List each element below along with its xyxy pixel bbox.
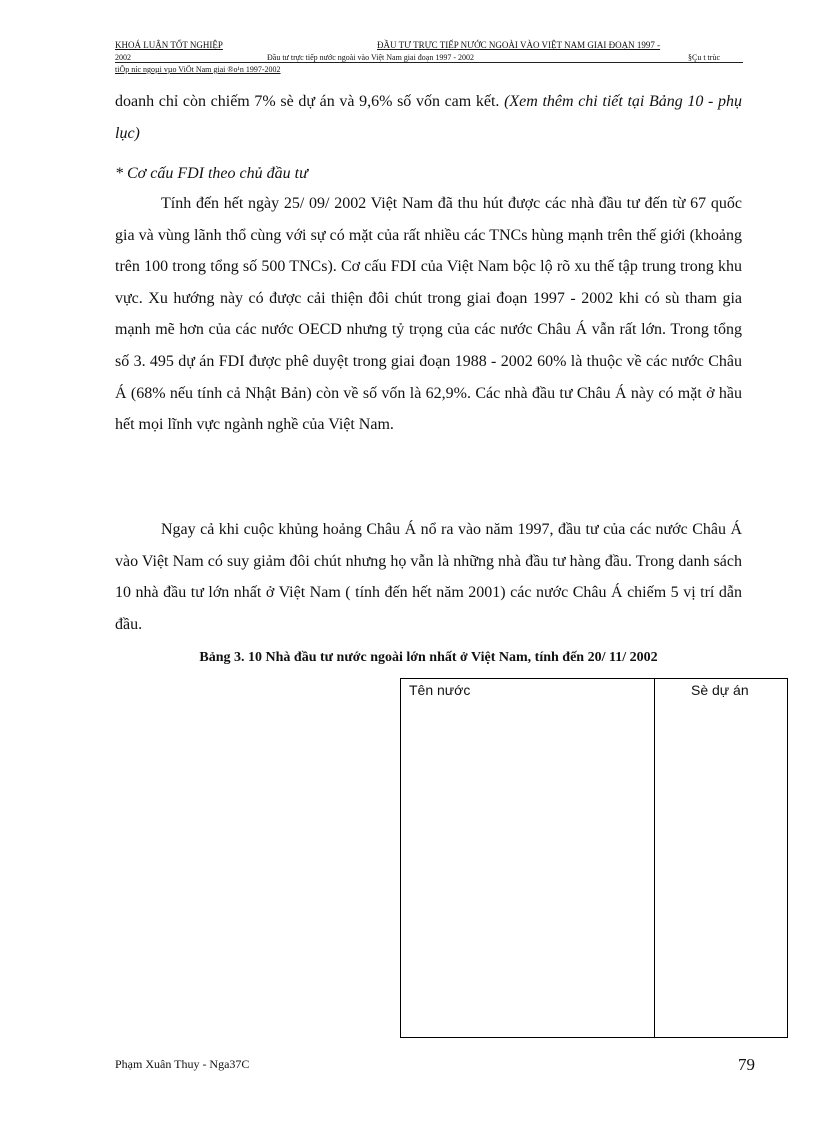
paragraph-investors: Tính đến hết ngày 25/ 09/ 2002 Việt Nam đã thu hút được các nhà đầu tư đến từ 67 quốc gia và vùng lãnh thổ cùng với sự có mặt của rất nhiều các TNCs hùng mạnh trên thế giới (khoảng trên 100 trong tổng số 500 TNCs). Cơ cấu FDI của Việt Nam bộc lộ rõ xu thế tập trung trong khu vực. Xu hướng này có được cải thiện đôi chút trong giai đoạn 1997 - 2002 khi có sù tham gia mạnh mẽ hơn của các nước OECD nhưng tỷ trọng của các nước Châu Á vẫn rất lớn. Trong tổng số 3. 495 dự án FDI được phê duyệt trong giai đoạn 1988 - 2002 60% là thuộc về các nước Châu Á (68% nếu tính cả Nhật Bản) còn về số vốn là 62,9%. Các nhà đầu tư Châu Á này có mặt ở hầu hết mọi lĩnh vực ngành nghề của Việt Nam. xyxy=(115,195,742,434)
footer-author: Phạm Xuân Thuy - Nga37C xyxy=(115,1057,250,1071)
header-topic-title: ĐẦU TƯ TRỰC TIẾP NƯỚC NGOÀI VÀO VIỆT NAM GIAI ĐOẠN 1997 - xyxy=(377,40,661,50)
header-thesis-label: KHOÁ LUẬN TỐT NGHIỆP xyxy=(115,40,223,50)
investor-table xyxy=(400,678,788,1038)
page-number: 79 xyxy=(738,1055,755,1074)
header-year: 2002 xyxy=(115,53,131,62)
table-caption: Bảng 3. 10 Nhà đầu tư nước ngoài lớn nhất ở Việt Nam, tính đến 20/ 11/ 2002 xyxy=(199,650,658,665)
section-heading: * Cơ cấu FDI theo chủ đầu tư xyxy=(115,165,308,182)
table-header-country: Tên nước xyxy=(409,682,471,698)
appendix-reference: (Xem thêm chi tiết tại Bảng 10 - phụ lục) xyxy=(115,93,743,142)
table-column-divider xyxy=(654,679,655,1037)
header-subtitle: Đầu tư trực tiếp nước ngoài vào Việt Nam giai đoạn 1997 - 2002 xyxy=(267,53,475,62)
running-header-line3: tiÕp níc ngoµi vµo ViÖt Nam giai ®o¹n 1997-2002 xyxy=(115,65,281,74)
paragraph-continuation xyxy=(115,86,742,149)
table-header-projects: Sè dự án xyxy=(691,682,749,698)
header-garbled-right: §Çu t trùc xyxy=(688,53,720,62)
paragraph-text: doanh chỉ còn chiếm 7% sè dự án và 9,6% số vốn cam kết. xyxy=(115,93,505,110)
paragraph-asian-crisis: Ngay cả khi cuộc khủng hoảng Châu Á nổ ra vào năm 1997, đầu tư của các nước Châu Á vào Việt Nam có suy giảm đôi chút nhưng họ vẫn là những nhà đầu tư hàng đầu. Trong danh sách 10 nhà đầu tư lớn nhất ở Việt Nam ( tính đến hết năm 2001) các nước Châu Á chiếm 5 vị trí dẫn đầu. xyxy=(115,521,742,633)
